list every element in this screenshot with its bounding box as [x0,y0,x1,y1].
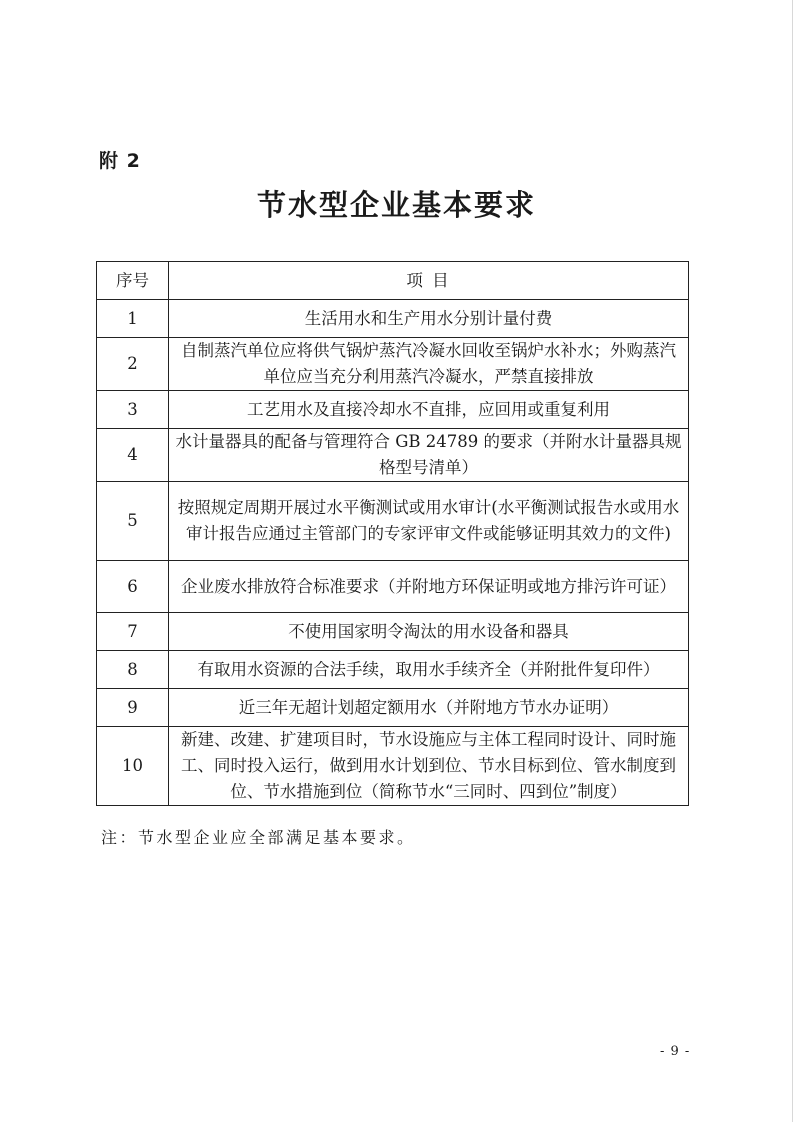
row-number: 10 [97,727,169,806]
table-row [97,482,689,561]
table-row [97,300,689,338]
row-item: 新建、改建、扩建项目时，节水设施应与主体工程同时设计、同时施工、同时投入运行，做到用水计划到位、节水目标到位、管水制度到位、节水措施到位（简称节水“三同时、四到位”制度） [169,727,689,806]
row-item: 近三年无超计划超定额用水（并附地方节水办证明） [169,689,689,727]
table-row [97,613,689,651]
row-item: 企业废水排放符合标准要求（并附地方环保证明或地方排污许可证） [169,561,689,613]
row-number: 7 [97,613,169,651]
table-row [97,689,689,727]
row-number: 2 [97,338,169,391]
table-row [97,561,689,613]
table-header-row [97,262,689,300]
row-number: 6 [97,561,169,613]
row-item: 自制蒸汽单位应将供气锅炉蒸汽冷凝水回收至锅炉水补水；外购蒸汽单位应当充分利用蒸汽冷凝水，严禁直接排放 [169,338,689,391]
row-item: 生活用水和生产用水分别计量付费 [169,300,689,338]
row-item: 水计量器具的配备与管理符合 GB 24789 的要求（并附水计量器具规格型号清单） [169,429,689,482]
table-note: 注：节水型企业应全部满足基本要求。 [101,828,416,847]
row-number: 8 [97,651,169,689]
row-item: 按照规定周期开展过水平衡测试或用水审计(水平衡测试报告水或用水审计报告应通过主管部门的专家评审文件或能够证明其效力的文件) [169,482,689,561]
row-number: 9 [97,689,169,727]
row-number: 4 [97,429,169,482]
table-row [97,727,689,806]
requirements-table [96,261,689,806]
table-row [97,338,689,391]
row-item: 不使用国家明令淘汰的用水设备和器具 [169,613,689,651]
header-item: 项 目 [169,262,689,300]
attachment-label: 附 2 [99,150,141,172]
table-row [97,391,689,429]
row-item: 有取用水资源的合法手续，取用水手续齐全（并附批件复印件） [169,651,689,689]
row-number: 3 [97,391,169,429]
header-serial-number: 序号 [97,262,169,300]
table-row [97,651,689,689]
document-title: 节水型企业基本要求 [256,188,536,222]
table-row [97,429,689,482]
row-number: 1 [97,300,169,338]
row-number: 5 [97,482,169,561]
row-item: 工艺用水及直接冷却水不直排，应回用或重复利用 [169,391,689,429]
page-number: - 9 - [660,1044,691,1059]
